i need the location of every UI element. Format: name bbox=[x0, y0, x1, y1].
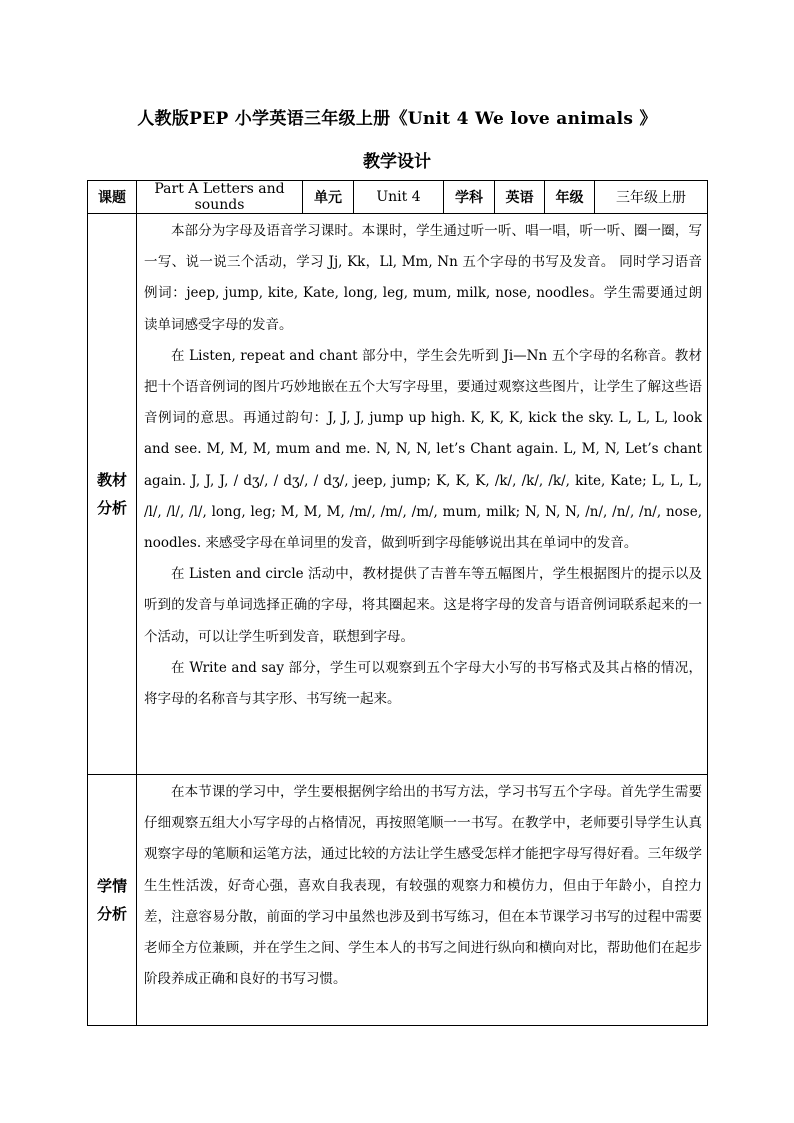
section-label-line: 分析 bbox=[96, 905, 127, 923]
section-label-line: 学情 bbox=[96, 877, 127, 895]
section-label-line: 教材 bbox=[96, 471, 127, 489]
section-label-line: 分析 bbox=[96, 499, 127, 517]
unit-label: 单元 bbox=[303, 181, 354, 214]
textbook-analysis-label bbox=[88, 214, 137, 775]
topic-label: 课题 bbox=[88, 181, 137, 214]
document-subtitle: 教学设计 bbox=[363, 152, 431, 172]
paragraph: 在 Listen and circle 活动中，教材提供了吉普车等五幅图片，学生根据图片的提示以及听到的发音与单词选择正确的字母，将其圈起来。这是将字母的发音与语音例词联系起来的一个活动，可以让学生听到发音，联想到字母。 bbox=[144, 566, 702, 645]
subject-value: 英语 bbox=[495, 181, 545, 214]
paragraph: 在 Write and say 部分，学生可以观察到五个字母大小写的书写格式及其占格的情况，将字母的名称音与其字形、书写统一起来。 bbox=[144, 659, 702, 708]
student-analysis-row bbox=[88, 775, 708, 1026]
paragraph: 在 Listen, repeat and chant 部分中，学生会先听到 Ji—Nn 五个字母的名称音。教材把十个语音例词的图片巧妙地嵌在五个大写字母里，要通过观察这些图片，让学生了解这些语音例词的意思。再通过韵句：J, J, J, jump up high. K, K, K, kick the sky. L, L, L, look and see. M, M, M, mum and me. N, N, N, let’s Chant again. L, M, N, Let’s chant again. J, J, J, / dʒ/, / dʒ/, / dʒ/, jeep, jump; K, K, K, /k/, /k/, /k/, kite, Kate; L, L, L, /l/, /l/, /l/, long, leg; M, M, M, /m/, /m/, /m/, mum, milk; N, N, N, /n/, /n/, /n/, nose, noodles. 来感受字母在单词里的发音，做到听到字母能够说出其在单词中的发音。 bbox=[144, 347, 702, 552]
lesson-plan-table bbox=[87, 180, 708, 1026]
document-title: 人教版PEP 小学英语三年级上册《Unit 4 We love animals 》 bbox=[137, 109, 657, 129]
grade-value: 三年级上册 bbox=[595, 181, 708, 214]
textbook-analysis-row bbox=[88, 214, 708, 775]
paragraph: 本部分为字母及语音学习课时。本课时，学生通过听一听、唱一唱，听一听、圈一圈，写一写、说一说三个活动，学习 Jj, Kk，Ll, Mm, Nn 五个字母的书写及发音。 同时学习语音例词：jeep, jump, kite, Kate, long, leg, mum, milk, nose, noodles。学生需要通过朗读单词感受字母的发音。 bbox=[144, 223, 702, 333]
subject-label: 学科 bbox=[444, 181, 495, 214]
textbook-analysis-content bbox=[137, 214, 708, 775]
topic-value: Part A Letters and sounds bbox=[137, 181, 303, 214]
unit-value: Unit 4 bbox=[354, 181, 444, 214]
student-analysis-label bbox=[88, 775, 137, 1026]
table-header-row bbox=[88, 181, 708, 214]
paragraph: 在本节课的学习中，学生要根据例字给出的书写方法，学习书写五个字母。首先学生需要仔细观察五组大小写字母的占格情况，再按照笔顺一一书写。在教学中，老师要引导学生认真观察字母的笔顺和运笔方法，通过比较的方法让学生感受怎样才能把字母写得好看。三年级学生生性活泼，好奇心强，喜欢自我表现，有较强的观察力和模仿力，但由于年龄小，自控力差，注意容易分散，前面的学习中虽然也涉及到书写练习，但在本节课学习书写的过程中需要老师全方位兼顾，并在学生之间、学生本人的书写之间进行纵向和横向对比，帮助他们在起步阶段养成正确和良好的书写习惯。 bbox=[144, 784, 702, 988]
grade-label: 年级 bbox=[545, 181, 595, 214]
student-analysis-content bbox=[137, 775, 708, 1026]
